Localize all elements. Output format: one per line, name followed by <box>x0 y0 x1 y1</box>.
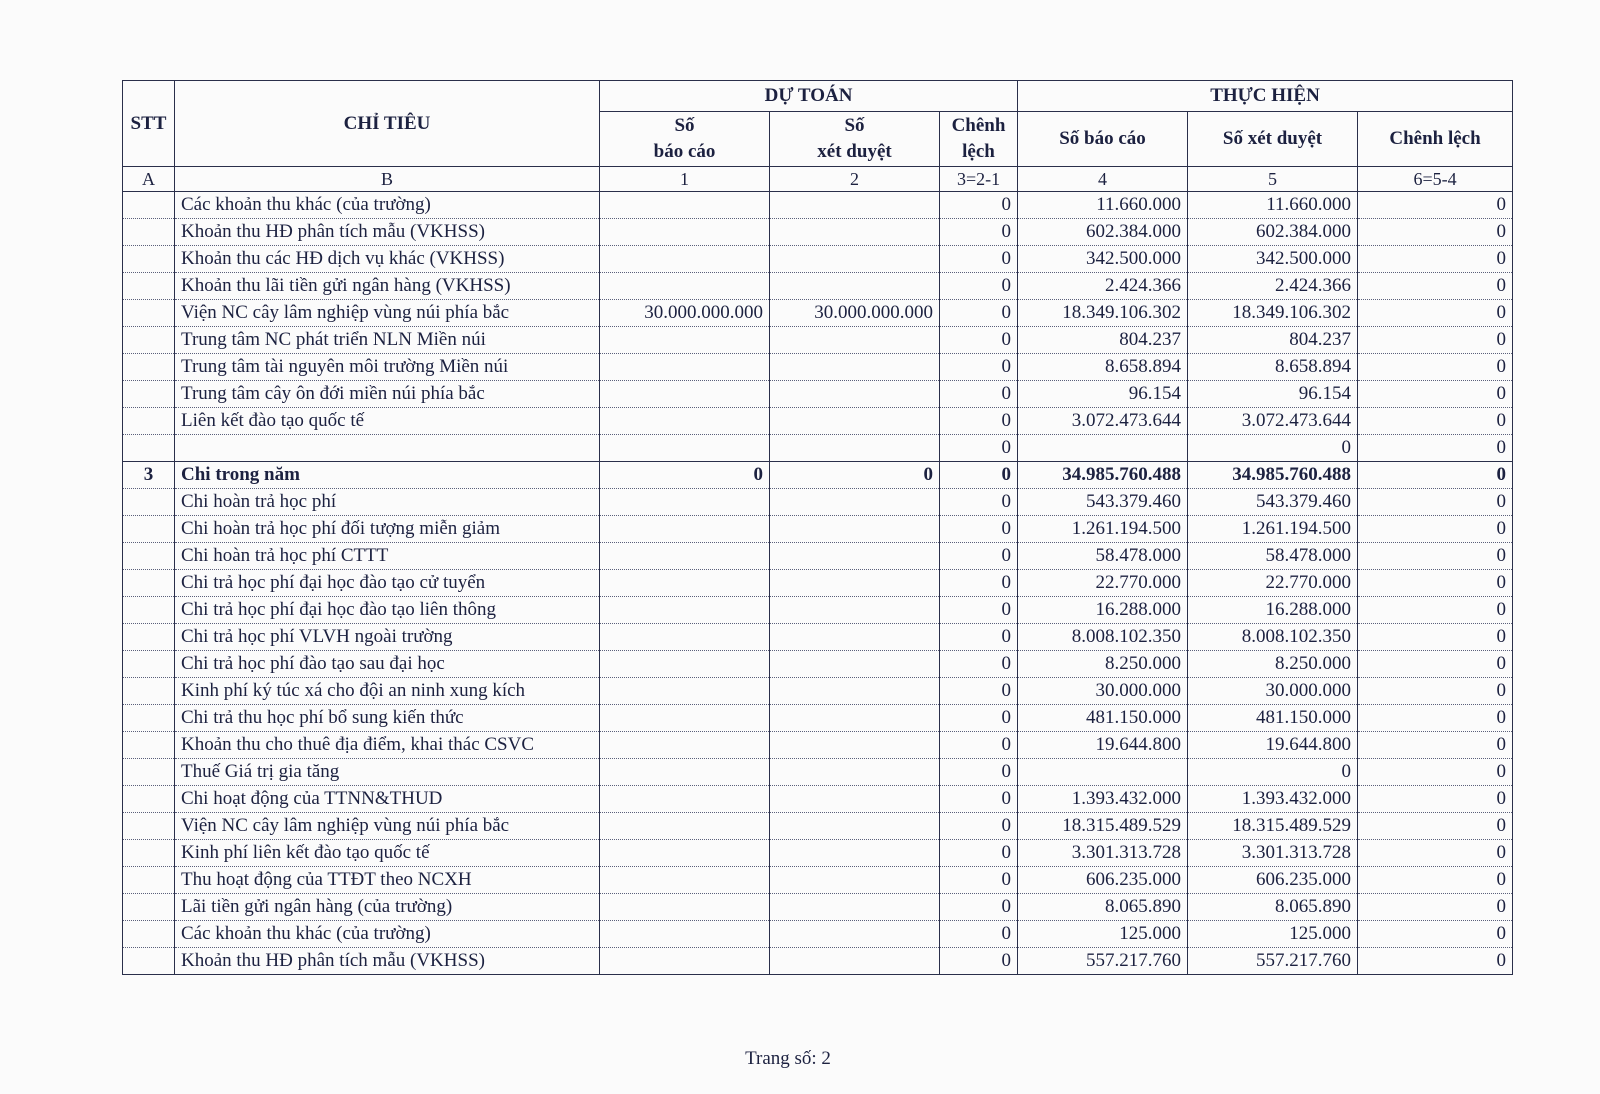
header-dt-chenh-lech <box>940 112 1018 167</box>
row-stt <box>123 246 175 273</box>
header-th-so-bao-cao: Số báo cáo <box>1018 112 1188 167</box>
row-stt: 3 <box>123 462 175 489</box>
row-dt-chenh-lech: 0 <box>940 246 1018 273</box>
row-th-so-xet-duyet: 18.315.489.529 <box>1188 813 1358 840</box>
row-dt-chenh-lech: 0 <box>940 867 1018 894</box>
row-dt-chenh-lech: 0 <box>940 543 1018 570</box>
row-th-so-bao-cao: 34.985.760.488 <box>1018 462 1188 489</box>
row-label: Trung tâm NC phát triển NLN Miền núi <box>175 327 600 354</box>
row-th-chenh-lech: 0 <box>1358 246 1513 273</box>
table-row <box>123 300 1513 327</box>
row-th-so-bao-cao: 804.237 <box>1018 327 1188 354</box>
table-row <box>123 570 1513 597</box>
row-th-so-xet-duyet: 0 <box>1188 435 1358 462</box>
row-th-chenh-lech: 0 <box>1358 597 1513 624</box>
row-dt-so-xet-duyet <box>770 192 940 219</box>
row-stt <box>123 597 175 624</box>
row-th-so-xet-duyet: 16.288.000 <box>1188 597 1358 624</box>
table-row <box>123 489 1513 516</box>
row-dt-so-bao-cao <box>600 408 770 435</box>
row-dt-so-bao-cao <box>600 624 770 651</box>
table-row <box>123 516 1513 543</box>
row-th-so-bao-cao: 602.384.000 <box>1018 219 1188 246</box>
row-dt-so-bao-cao <box>600 867 770 894</box>
row-label: Chi trả học phí đại học đào tạo liên thông <box>175 597 600 624</box>
row-stt <box>123 678 175 705</box>
row-dt-chenh-lech: 0 <box>940 759 1018 786</box>
table-body <box>123 192 1513 975</box>
row-th-so-bao-cao: 2.424.366 <box>1018 273 1188 300</box>
row-label: Thu hoạt động của TTĐT theo NCXH <box>175 867 600 894</box>
row-th-chenh-lech: 0 <box>1358 327 1513 354</box>
row-th-so-bao-cao: 58.478.000 <box>1018 543 1188 570</box>
row-th-so-bao-cao: 96.154 <box>1018 381 1188 408</box>
row-dt-so-bao-cao: 30.000.000.000 <box>600 300 770 327</box>
row-th-so-xet-duyet: 3.301.313.728 <box>1188 840 1358 867</box>
table-row <box>123 786 1513 813</box>
row-dt-chenh-lech: 0 <box>940 192 1018 219</box>
row-th-so-bao-cao: 8.250.000 <box>1018 651 1188 678</box>
row-th-so-xet-duyet: 96.154 <box>1188 381 1358 408</box>
row-dt-chenh-lech: 0 <box>940 840 1018 867</box>
table-row <box>123 759 1513 786</box>
row-th-so-bao-cao: 1.261.194.500 <box>1018 516 1188 543</box>
table-row <box>123 948 1513 975</box>
row-th-so-bao-cao: 3.072.473.644 <box>1018 408 1188 435</box>
row-th-so-bao-cao: 606.235.000 <box>1018 867 1188 894</box>
row-th-so-xet-duyet: 557.217.760 <box>1188 948 1358 975</box>
row-dt-so-bao-cao <box>600 219 770 246</box>
row-dt-so-bao-cao <box>600 597 770 624</box>
row-th-so-bao-cao: 481.150.000 <box>1018 705 1188 732</box>
row-stt <box>123 894 175 921</box>
row-stt <box>123 759 175 786</box>
row-stt <box>123 705 175 732</box>
row-dt-so-xet-duyet <box>770 894 940 921</box>
row-stt <box>123 921 175 948</box>
row-dt-so-bao-cao <box>600 273 770 300</box>
row-th-so-bao-cao: 543.379.460 <box>1018 489 1188 516</box>
table-row <box>123 462 1513 489</box>
row-label: Khoản thu lãi tiền gửi ngân hàng (VKHSS) <box>175 273 600 300</box>
row-dt-so-bao-cao <box>600 921 770 948</box>
col-code-2: 2 <box>770 167 940 192</box>
row-label: Chi trả học phí đại học đào tạo cử tuyển <box>175 570 600 597</box>
row-stt <box>123 867 175 894</box>
table-row <box>123 813 1513 840</box>
row-th-so-xet-duyet: 58.478.000 <box>1188 543 1358 570</box>
row-dt-so-xet-duyet: 30.000.000.000 <box>770 300 940 327</box>
row-label: Kinh phí liên kết đào tạo quốc tế <box>175 840 600 867</box>
row-dt-so-bao-cao <box>600 813 770 840</box>
row-dt-chenh-lech: 0 <box>940 462 1018 489</box>
header-dt-so-bao-cao-line2: báo cáo <box>653 141 716 162</box>
row-th-chenh-lech: 0 <box>1358 300 1513 327</box>
row-th-so-bao-cao <box>1018 435 1188 462</box>
row-th-so-bao-cao <box>1018 759 1188 786</box>
row-dt-chenh-lech: 0 <box>940 354 1018 381</box>
row-th-so-bao-cao: 16.288.000 <box>1018 597 1188 624</box>
table-header <box>123 81 1513 192</box>
row-th-so-xet-duyet: 1.393.432.000 <box>1188 786 1358 813</box>
col-code-a: A <box>123 167 175 192</box>
col-code-1: 1 <box>600 167 770 192</box>
row-th-so-xet-duyet: 125.000 <box>1188 921 1358 948</box>
row-dt-chenh-lech: 0 <box>940 678 1018 705</box>
row-dt-chenh-lech: 0 <box>940 381 1018 408</box>
row-label: Chi trong năm <box>175 462 600 489</box>
row-th-so-xet-duyet: 2.424.366 <box>1188 273 1358 300</box>
row-label: Trung tâm tài nguyên môi trường Miền núi <box>175 354 600 381</box>
row-dt-so-bao-cao <box>600 516 770 543</box>
row-dt-so-xet-duyet <box>770 381 940 408</box>
row-dt-chenh-lech: 0 <box>940 219 1018 246</box>
row-dt-chenh-lech: 0 <box>940 327 1018 354</box>
row-dt-so-bao-cao <box>600 651 770 678</box>
table-row <box>123 597 1513 624</box>
row-th-chenh-lech: 0 <box>1358 624 1513 651</box>
table-row <box>123 246 1513 273</box>
table-row <box>123 840 1513 867</box>
page-number: Trang số: 2 <box>745 1048 831 1069</box>
header-stt: STT <box>123 81 175 167</box>
col-code-5: 5 <box>1188 167 1358 192</box>
row-dt-so-xet-duyet <box>770 597 940 624</box>
row-dt-chenh-lech: 0 <box>940 273 1018 300</box>
row-dt-so-xet-duyet: 0 <box>770 462 940 489</box>
row-dt-so-bao-cao <box>600 732 770 759</box>
row-label: Lãi tiền gửi ngân hàng (của trường) <box>175 894 600 921</box>
row-label: Trung tâm cây ôn đới miền núi phía bắc <box>175 381 600 408</box>
row-dt-so-bao-cao <box>600 894 770 921</box>
row-dt-so-bao-cao <box>600 948 770 975</box>
row-label: Chi hoạt động của TTNN&THUD <box>175 786 600 813</box>
row-dt-so-xet-duyet <box>770 786 940 813</box>
row-label: Chi hoàn trả học phí đối tượng miễn giảm <box>175 516 600 543</box>
row-th-chenh-lech: 0 <box>1358 570 1513 597</box>
row-dt-so-xet-duyet <box>770 732 940 759</box>
row-dt-so-xet-duyet <box>770 678 940 705</box>
row-dt-so-xet-duyet <box>770 489 940 516</box>
table-row <box>123 732 1513 759</box>
row-stt <box>123 219 175 246</box>
row-th-chenh-lech: 0 <box>1358 921 1513 948</box>
table-row <box>123 624 1513 651</box>
row-dt-chenh-lech: 0 <box>940 489 1018 516</box>
row-label: Khoản thu cho thuê địa điểm, khai thác CSVC <box>175 732 600 759</box>
table-row <box>123 894 1513 921</box>
table-row <box>123 543 1513 570</box>
row-label: Chi trả học phí VLVH ngoài trường <box>175 624 600 651</box>
row-dt-so-xet-duyet <box>770 219 940 246</box>
table-row <box>123 192 1513 219</box>
row-dt-so-xet-duyet <box>770 813 940 840</box>
row-th-chenh-lech: 0 <box>1358 516 1513 543</box>
row-th-so-xet-duyet: 8.250.000 <box>1188 651 1358 678</box>
row-label: Viện NC cây lâm nghiệp vùng núi phía bắc <box>175 300 600 327</box>
row-th-chenh-lech: 0 <box>1358 867 1513 894</box>
row-stt <box>123 948 175 975</box>
row-th-chenh-lech: 0 <box>1358 705 1513 732</box>
header-th-chenh-lech: Chênh lệch <box>1358 112 1513 167</box>
header-dt-chenh-lech-line1: Chênh <box>951 115 1006 136</box>
row-label <box>175 435 600 462</box>
row-dt-so-bao-cao <box>600 327 770 354</box>
row-th-so-bao-cao: 342.500.000 <box>1018 246 1188 273</box>
header-chi-tieu: CHỈ TIÊU <box>175 81 600 167</box>
row-th-so-xet-duyet: 18.349.106.302 <box>1188 300 1358 327</box>
header-dt-so-xet-duyet <box>770 112 940 167</box>
row-stt <box>123 624 175 651</box>
row-th-chenh-lech: 0 <box>1358 786 1513 813</box>
row-dt-chenh-lech: 0 <box>940 894 1018 921</box>
row-dt-so-bao-cao <box>600 786 770 813</box>
row-dt-so-xet-duyet <box>770 570 940 597</box>
row-dt-so-bao-cao <box>600 678 770 705</box>
row-th-so-bao-cao: 19.644.800 <box>1018 732 1188 759</box>
row-stt <box>123 651 175 678</box>
row-dt-so-bao-cao <box>600 759 770 786</box>
row-dt-so-xet-duyet <box>770 408 940 435</box>
row-stt <box>123 570 175 597</box>
row-dt-chenh-lech: 0 <box>940 651 1018 678</box>
row-th-so-bao-cao: 3.301.313.728 <box>1018 840 1188 867</box>
row-dt-chenh-lech: 0 <box>940 435 1018 462</box>
row-th-chenh-lech: 0 <box>1358 462 1513 489</box>
row-th-so-xet-duyet: 1.261.194.500 <box>1188 516 1358 543</box>
row-dt-so-xet-duyet <box>770 516 940 543</box>
header-thuc-hien: THỰC HIỆN <box>1018 81 1513 112</box>
header-dt-so-xet-duyet-line1: Số <box>844 115 865 136</box>
row-dt-so-xet-duyet <box>770 354 940 381</box>
row-dt-chenh-lech: 0 <box>940 570 1018 597</box>
table-row <box>123 705 1513 732</box>
row-label: Chi hoàn trả học phí <box>175 489 600 516</box>
row-dt-so-bao-cao <box>600 570 770 597</box>
table-row <box>123 327 1513 354</box>
row-dt-chenh-lech: 0 <box>940 408 1018 435</box>
table-row <box>123 435 1513 462</box>
row-dt-so-bao-cao: 0 <box>600 462 770 489</box>
row-th-chenh-lech: 0 <box>1358 192 1513 219</box>
row-stt <box>123 327 175 354</box>
row-th-so-xet-duyet: 0 <box>1188 759 1358 786</box>
row-dt-chenh-lech: 0 <box>940 732 1018 759</box>
row-dt-chenh-lech: 0 <box>940 624 1018 651</box>
header-dt-so-bao-cao <box>600 112 770 167</box>
row-th-so-xet-duyet: 602.384.000 <box>1188 219 1358 246</box>
row-dt-so-bao-cao <box>600 246 770 273</box>
table-row <box>123 381 1513 408</box>
row-th-so-bao-cao: 125.000 <box>1018 921 1188 948</box>
row-stt <box>123 732 175 759</box>
row-th-chenh-lech: 0 <box>1358 813 1513 840</box>
row-label: Chi trả học phí đào tạo sau đại học <box>175 651 600 678</box>
row-dt-so-bao-cao <box>600 435 770 462</box>
row-dt-so-bao-cao <box>600 543 770 570</box>
row-label: Thuế Giá trị gia tăng <box>175 759 600 786</box>
col-code-b: B <box>175 167 600 192</box>
row-th-chenh-lech: 0 <box>1358 273 1513 300</box>
row-th-so-xet-duyet: 8.065.890 <box>1188 894 1358 921</box>
row-stt <box>123 786 175 813</box>
row-dt-so-bao-cao <box>600 354 770 381</box>
row-stt <box>123 192 175 219</box>
row-label: Các khoản thu khác (của trường) <box>175 921 600 948</box>
row-th-so-bao-cao: 11.660.000 <box>1018 192 1188 219</box>
row-dt-so-xet-duyet <box>770 867 940 894</box>
row-th-so-xet-duyet: 342.500.000 <box>1188 246 1358 273</box>
row-dt-chenh-lech: 0 <box>940 300 1018 327</box>
row-th-chenh-lech: 0 <box>1358 948 1513 975</box>
row-label: Khoản thu HĐ phân tích mẫu (VKHSS) <box>175 219 600 246</box>
row-stt <box>123 354 175 381</box>
row-dt-so-xet-duyet <box>770 543 940 570</box>
row-th-so-xet-duyet: 22.770.000 <box>1188 570 1358 597</box>
row-th-so-bao-cao: 22.770.000 <box>1018 570 1188 597</box>
row-th-chenh-lech: 0 <box>1358 543 1513 570</box>
row-dt-chenh-lech: 0 <box>940 948 1018 975</box>
row-stt <box>123 408 175 435</box>
row-th-so-bao-cao: 8.008.102.350 <box>1018 624 1188 651</box>
header-dt-chenh-lech-line2: lệch <box>962 141 995 162</box>
row-th-so-xet-duyet: 804.237 <box>1188 327 1358 354</box>
header-du-toan: DỰ TOÁN <box>600 81 1018 112</box>
row-dt-so-bao-cao <box>600 840 770 867</box>
row-dt-so-xet-duyet <box>770 273 940 300</box>
row-th-so-xet-duyet: 8.658.894 <box>1188 354 1358 381</box>
row-th-chenh-lech: 0 <box>1358 678 1513 705</box>
row-th-chenh-lech: 0 <box>1358 381 1513 408</box>
row-th-chenh-lech: 0 <box>1358 435 1513 462</box>
row-stt <box>123 813 175 840</box>
row-th-so-xet-duyet: 606.235.000 <box>1188 867 1358 894</box>
row-th-so-xet-duyet: 543.379.460 <box>1188 489 1358 516</box>
row-label: Khoản thu HĐ phân tích mẫu (VKHSS) <box>175 948 600 975</box>
row-label: Khoản thu các HĐ dịch vụ khác (VKHSS) <box>175 246 600 273</box>
row-th-so-bao-cao: 8.065.890 <box>1018 894 1188 921</box>
row-dt-chenh-lech: 0 <box>940 705 1018 732</box>
row-th-so-xet-duyet: 8.008.102.350 <box>1188 624 1358 651</box>
row-stt <box>123 543 175 570</box>
row-dt-so-bao-cao <box>600 705 770 732</box>
row-stt <box>123 840 175 867</box>
row-dt-so-bao-cao <box>600 381 770 408</box>
row-th-chenh-lech: 0 <box>1358 651 1513 678</box>
row-label: Kinh phí ký túc xá cho đội an ninh xung kích <box>175 678 600 705</box>
row-dt-so-xet-duyet <box>770 759 940 786</box>
table-row <box>123 651 1513 678</box>
row-dt-so-xet-duyet <box>770 651 940 678</box>
row-th-so-bao-cao: 1.393.432.000 <box>1018 786 1188 813</box>
row-dt-so-xet-duyet <box>770 624 940 651</box>
row-th-so-xet-duyet: 3.072.473.644 <box>1188 408 1358 435</box>
row-stt <box>123 300 175 327</box>
table-row <box>123 867 1513 894</box>
row-th-so-bao-cao: 8.658.894 <box>1018 354 1188 381</box>
row-stt <box>123 516 175 543</box>
row-label: Viện NC cây lâm nghiệp vùng núi phía bắc <box>175 813 600 840</box>
row-dt-so-xet-duyet <box>770 840 940 867</box>
header-dt-so-bao-cao-line1: Số <box>674 115 695 136</box>
table-row <box>123 678 1513 705</box>
row-stt <box>123 381 175 408</box>
row-th-chenh-lech: 0 <box>1358 732 1513 759</box>
header-dt-so-xet-duyet-line2: xét duyệt <box>817 141 892 162</box>
row-stt <box>123 435 175 462</box>
header-th-so-xet-duyet: Số xét duyệt <box>1188 112 1358 167</box>
row-dt-chenh-lech: 0 <box>940 786 1018 813</box>
row-dt-so-bao-cao <box>600 489 770 516</box>
row-label: Chi hoàn trả học phí CTTT <box>175 543 600 570</box>
row-dt-chenh-lech: 0 <box>940 813 1018 840</box>
row-th-chenh-lech: 0 <box>1358 408 1513 435</box>
table-row <box>123 408 1513 435</box>
row-dt-so-xet-duyet <box>770 246 940 273</box>
row-th-so-xet-duyet: 11.660.000 <box>1188 192 1358 219</box>
row-th-so-bao-cao: 18.349.106.302 <box>1018 300 1188 327</box>
row-dt-chenh-lech: 0 <box>940 921 1018 948</box>
row-stt <box>123 489 175 516</box>
row-stt <box>123 273 175 300</box>
row-dt-so-xet-duyet <box>770 327 940 354</box>
row-th-chenh-lech: 0 <box>1358 219 1513 246</box>
row-label: Liên kết đào tạo quốc tế <box>175 408 600 435</box>
table-row <box>123 354 1513 381</box>
row-label: Chi trả thu học phí bổ sung kiến thức <box>175 705 600 732</box>
table-row <box>123 273 1513 300</box>
row-th-so-bao-cao: 18.315.489.529 <box>1018 813 1188 840</box>
row-th-chenh-lech: 0 <box>1358 354 1513 381</box>
row-th-so-xet-duyet: 34.985.760.488 <box>1188 462 1358 489</box>
col-code-6: 6=5-4 <box>1358 167 1513 192</box>
row-th-chenh-lech: 0 <box>1358 489 1513 516</box>
row-label: Các khoản thu khác (của trường) <box>175 192 600 219</box>
row-th-so-xet-duyet: 481.150.000 <box>1188 705 1358 732</box>
row-dt-chenh-lech: 0 <box>940 597 1018 624</box>
col-code-4: 4 <box>1018 167 1188 192</box>
row-th-so-bao-cao: 557.217.760 <box>1018 948 1188 975</box>
col-code-3: 3=2-1 <box>940 167 1018 192</box>
table-row <box>123 219 1513 246</box>
row-dt-so-xet-duyet <box>770 435 940 462</box>
row-th-chenh-lech: 0 <box>1358 894 1513 921</box>
row-dt-so-xet-duyet <box>770 948 940 975</box>
row-th-chenh-lech: 0 <box>1358 840 1513 867</box>
row-th-so-bao-cao: 30.000.000 <box>1018 678 1188 705</box>
row-th-chenh-lech: 0 <box>1358 759 1513 786</box>
row-dt-chenh-lech: 0 <box>940 516 1018 543</box>
row-dt-so-bao-cao <box>600 192 770 219</box>
row-th-so-xet-duyet: 30.000.000 <box>1188 678 1358 705</box>
row-th-so-xet-duyet: 19.644.800 <box>1188 732 1358 759</box>
row-dt-so-xet-duyet <box>770 705 940 732</box>
budget-table <box>122 80 1513 975</box>
table-row <box>123 921 1513 948</box>
row-dt-so-xet-duyet <box>770 921 940 948</box>
